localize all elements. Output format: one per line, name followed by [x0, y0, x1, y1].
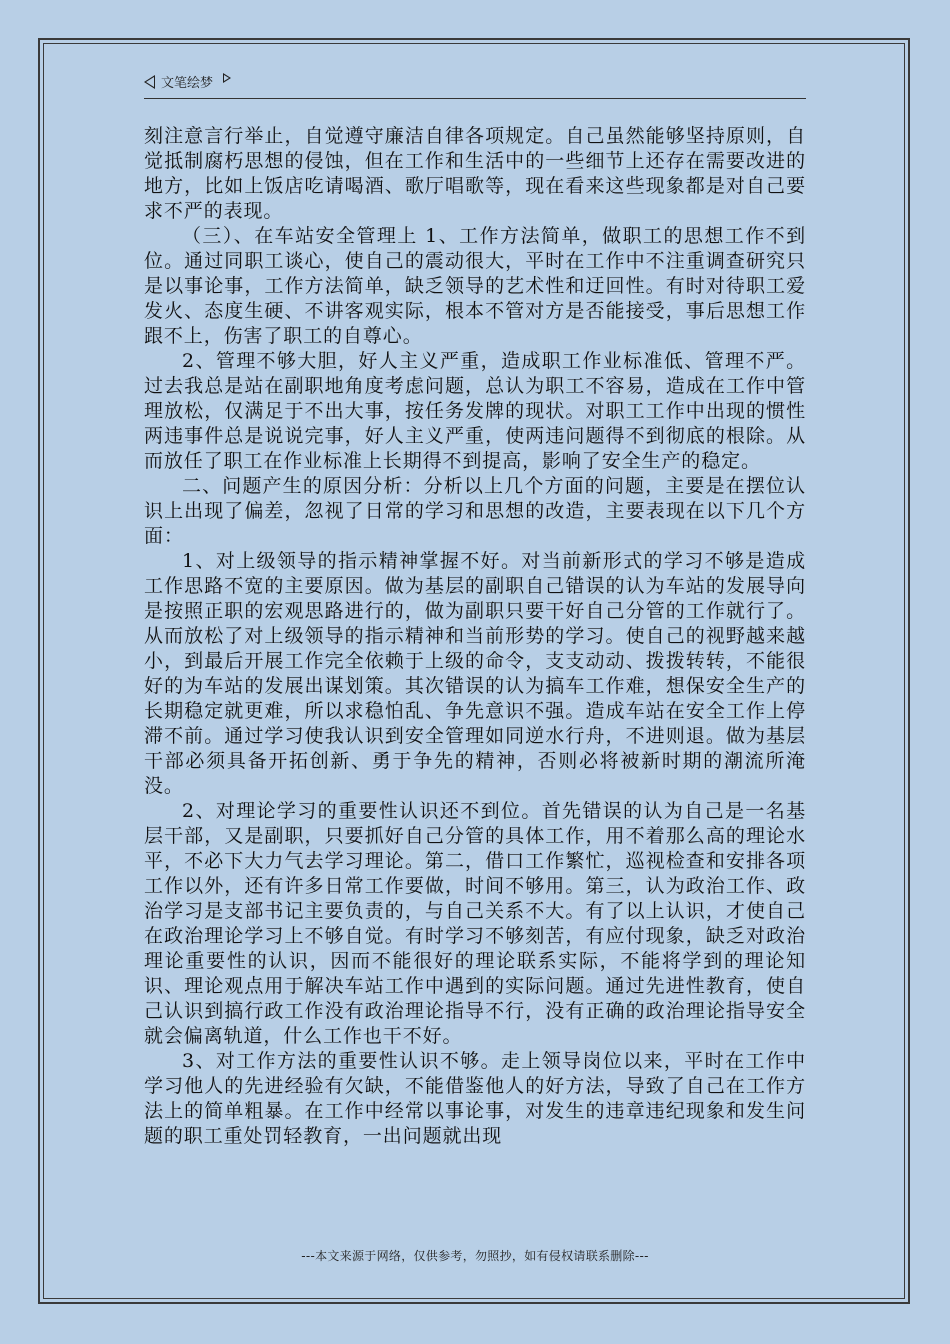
paragraph: 2、对理论学习的重要性认识还不到位。首先错误的认为自己是一名基层干部，又是副职，只要抓好自己分管的具体工作，用不着那么高的理论水平，不必下大力气去学习理论。第二，借口工作繁忙，巡视检查和安排各项工作以外，还有许多日常工作要做，时间不够用。第三，认为政治工作、政治学习是支部书记主要负责的，与自己关系不大。有了以上认识，才使自己在政治理论学习上不够自觉。有时学习不够刻苦，有应付现象，缺乏对政治理论重要性的认识，因而不能很好的理论联系实际，不能将学到的理论知识、理论观点用于解决车站工作中遇到的实际问题。通过先进性教育，使自己认识到搞行政工作没有政治理论指导不行，没有正确的政治理论指导安全就会偏离轨道，什么工作也干不好。: [144, 800, 806, 1047]
document-body: [144, 124, 806, 1149]
paragraph: 刻注意言行举止，自觉遵守廉洁自律各项规定。自己虽然能够坚持原则，自觉抵制腐朽思想的侵蚀，但在工作和生活中的一些细节上还存在需要改进的地方，比如上饭店吃请喝酒、歌厅唱歌等，现在看来这些现象都是对自己要求不严的表现。: [144, 125, 806, 222]
paragraph: 1、对上级领导的指示精神掌握不好。对当前新形式的学习不够是造成工作思路不宽的主要原因。做为基层的副职自己错误的认为车站的发展导向是按照正职的宏观思路进行的，做为副职只要干好自己分管的工作就行了。从而放松了对上级领导的指示精神和当前形势的学习。使自己的视野越来越小，到最后开展工作完全依赖于上级的命令，支支动动、拨拨转转，不能很好的为车站的发展出谋划策。其次错误的认为搞车工作难，想保安全生产的长期稳定就更难，所以求稳怕乱、争先意识不强。造成车站在安全工作上停滞不前。通过学习使我认识到安全管理如同逆水行舟，不进则退。做为基层干部必须具备开拓创新、勇于争先的精神，否则必将被新时期的潮流所淹没。: [144, 550, 806, 797]
document-header: [144, 70, 806, 99]
paragraph: 二、问题产生的原因分析：分析以上几个方面的问题，主要是在摆位认识上出现了偏差，忽视了日常的学习和思想的改造，主要表现在以下几个方面：: [144, 475, 806, 547]
footer-disclaimer: ---本文来源于网络，仅供参考，勿照抄，如有侵权请联系删除---: [301, 1249, 649, 1263]
triangle-right-icon: [223, 73, 231, 83]
header-title: 文笔绘梦: [161, 76, 214, 91]
header-title-group: [144, 72, 231, 91]
paragraph: （三）、在车站安全管理上 1、工作方法简单，做职工的思想工作不到位。通过同职工谈心，使自己的震动很大，平时在工作中不注重调查研究只是以事论事，工作方法简单，缺乏领导的艺术性和迂回性。有时对待职工爱发火、态度生硬、不讲客观实际，根本不管对方是否能接受，事后思想工作跟不上，伤害了职工的自尊心。: [144, 225, 806, 347]
paragraph: 2、管理不够大胆，好人主义严重，造成职工作业标准低、管理不严。过去我总是站在副职地角度考虑问题，总认为职工不容易，造成在工作中管理放松，仅满足于不出大事，按任务发牌的现状。对职工工作中出现的惯性两违事件总是说说完事，好人主义严重，使两违问题得不到彻底的根除。从而放任了职工在作业标准上长期得不到提高，影响了安全生产的稳定。: [144, 350, 806, 472]
paragraph: 3、对工作方法的重要性认识不够。走上领导岗位以来，平时在工作中学习他人的先进经验有欠缺，不能借鉴他人的好方法，导致了自己在工作方法上的简单粗暴。在工作中经常以事论事，对发生的违章违纪现象和发生问题的职工重处罚轻教育，一出问题就出现: [144, 1050, 806, 1147]
triangle-left-icon: [144, 75, 155, 89]
